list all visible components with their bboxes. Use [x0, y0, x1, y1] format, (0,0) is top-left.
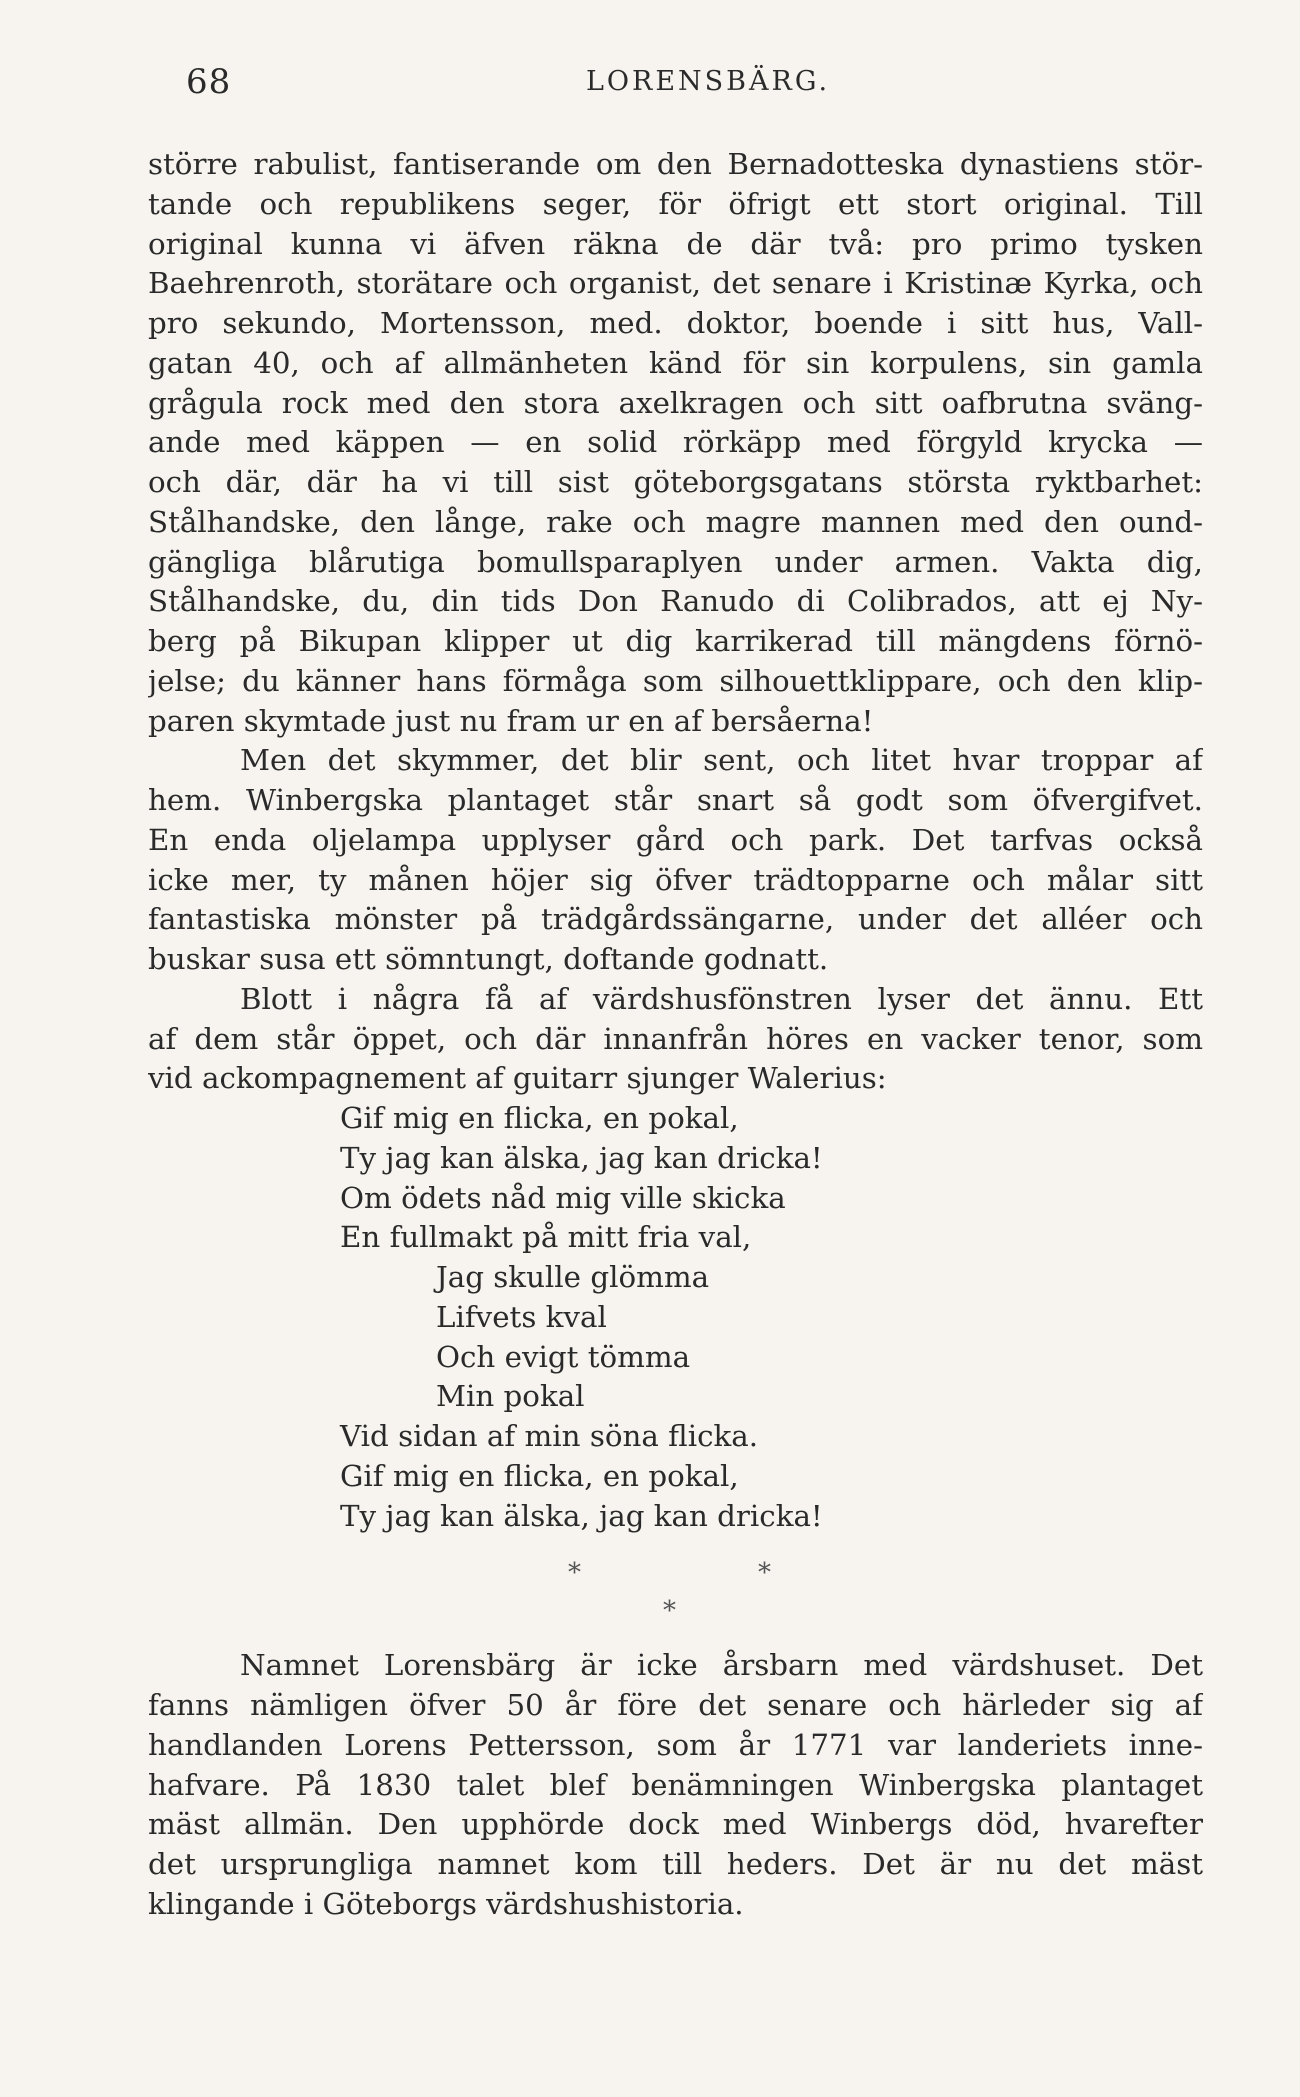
text-line: klingande i Göteborgs värdshushistoria.: [148, 1886, 744, 1921]
text-line: grågula rock med den stora axelkragen och sitt oafbrutna sväng-: [148, 385, 1203, 420]
text-line: ande med käppen — en solid rörkäpp med förgyld krycka —: [148, 425, 1203, 460]
text-line: jelse; du känner hans förmåga som silhouettklippare, och den klip-: [148, 663, 1203, 698]
text-line: gatan 40, och af allmänheten känd för sin korpulens, sin gamla: [148, 345, 1203, 380]
text-line: Stålhandske, du, din tids Don Ranudo di Colibrados, att ej Ny-: [148, 584, 1203, 619]
text-line: Stålhandske, den långe, rake och magre mannen med den ound-: [148, 504, 1203, 539]
page-number: 68: [186, 62, 232, 102]
asterisk: *: [568, 1558, 581, 1589]
paragraph-3: [148, 980, 1203, 1099]
poem-verse: Lifvets kval: [436, 1299, 607, 1334]
poem: [148, 1099, 1203, 1536]
text-line: vid ackompagnement af guitarr sjunger Walerius:: [148, 1061, 887, 1096]
text-line: hem. Winbergska plantaget står snart så godt som öfvergifvet.: [148, 783, 1203, 817]
text-line: Baehrenroth, storätare och organist, det senare i Kristinæ Kyrka, och: [148, 266, 1203, 301]
poem-verse: Och evigt tömma: [436, 1339, 691, 1374]
text-line: Namnet Lorensbärg är icke årsbarn med värdshuset. Det: [240, 1648, 1203, 1683]
text-line: original kunna vi äfven räkna de där två: pro primo tysken: [148, 226, 1203, 261]
text-line: större rabulist, fantiserande om den Bernadotteska dynastiens stör-: [148, 147, 1203, 181]
poem-verse: Gif mig en flicka, en pokal,: [340, 1101, 739, 1135]
text-line: buskar susa ett sömntungt, doftande godnatt.: [148, 942, 829, 976]
page-body: [148, 145, 1203, 1925]
running-head: LORENSBÄRG.: [585, 66, 831, 97]
paragraph-1: [148, 145, 1203, 741]
poem-verse: Gif mig en flicka, en pokal,: [340, 1458, 739, 1493]
text-line: fantastiska mönster på trädgårdssängarne, under det alléer och: [148, 902, 1203, 937]
text-line: pro sekundo, Mortensson, med. doktor, boende i sitt hus, Vall-: [148, 306, 1203, 340]
page-header: [148, 62, 1208, 112]
text-line: det ursprungliga namnet kom till heders. Det är nu det mäst: [148, 1847, 1203, 1881]
poem-verse: Om ödets nåd mig ville skicka: [340, 1180, 786, 1215]
paragraph-2: [148, 741, 1203, 980]
section-separator: [148, 1536, 1203, 1646]
poem-verse: Min pokal: [436, 1379, 585, 1414]
text-line: hafvare. På 1830 talet blef benämningen Winbergska plantaget: [148, 1767, 1203, 1802]
text-line: mäst allmän. Den upphörde dock med Winbergs död, hvarefter: [148, 1807, 1203, 1842]
asterisk: *: [758, 1558, 771, 1589]
text-line: icke mer, ty månen höjer sig öfver trädtopparne och målar sitt: [148, 862, 1203, 897]
text-line: tande och republikens seger, för öfrigt ett stort original. Till: [148, 186, 1203, 221]
asterisk: *: [663, 1596, 676, 1627]
text-line: berg på Bikupan klipper ut dig karrikerad till mängdens förnö-: [148, 624, 1203, 658]
text-line: och där, där ha vi till sist göteborgsgatans största ryktbarhet:: [148, 465, 1203, 499]
text-line: Men det skymmer, det blir sent, och litet hvar troppar af: [240, 743, 1203, 778]
poem-verse: Vid sidan af min söna flicka.: [340, 1419, 759, 1453]
paragraph-4: [148, 1646, 1203, 1924]
text-line: handlanden Lorens Pettersson, som år 1771 var landeriets inne-: [148, 1727, 1203, 1762]
poem-verse: En fullmakt på mitt fria val,: [340, 1220, 752, 1255]
text-line: En enda oljelampa upplyser gård och park. Det tarfvas också: [148, 822, 1203, 857]
text-line: gängliga blårutiga bomullsparaplyen under armen. Vakta dig,: [148, 544, 1203, 579]
text-line: fanns nämligen öfver 50 år före det senare och härleder sig af: [148, 1688, 1203, 1722]
text-line: Blott i några få af värdshusfönstren lyser det ännu. Ett: [240, 981, 1203, 1016]
poem-verse: Ty jag kan älska, jag kan dricka!: [340, 1140, 823, 1175]
text-line: paren skymtade just nu fram ur en af bersåerna!: [148, 703, 874, 738]
text-line: af dem står öppet, och där innanfrån höres en vacker tenor, som: [148, 1021, 1203, 1056]
poem-verse: Ty jag kan älska, jag kan dricka!: [340, 1498, 823, 1533]
poem-verse: Jag skulle glömma: [436, 1260, 710, 1294]
